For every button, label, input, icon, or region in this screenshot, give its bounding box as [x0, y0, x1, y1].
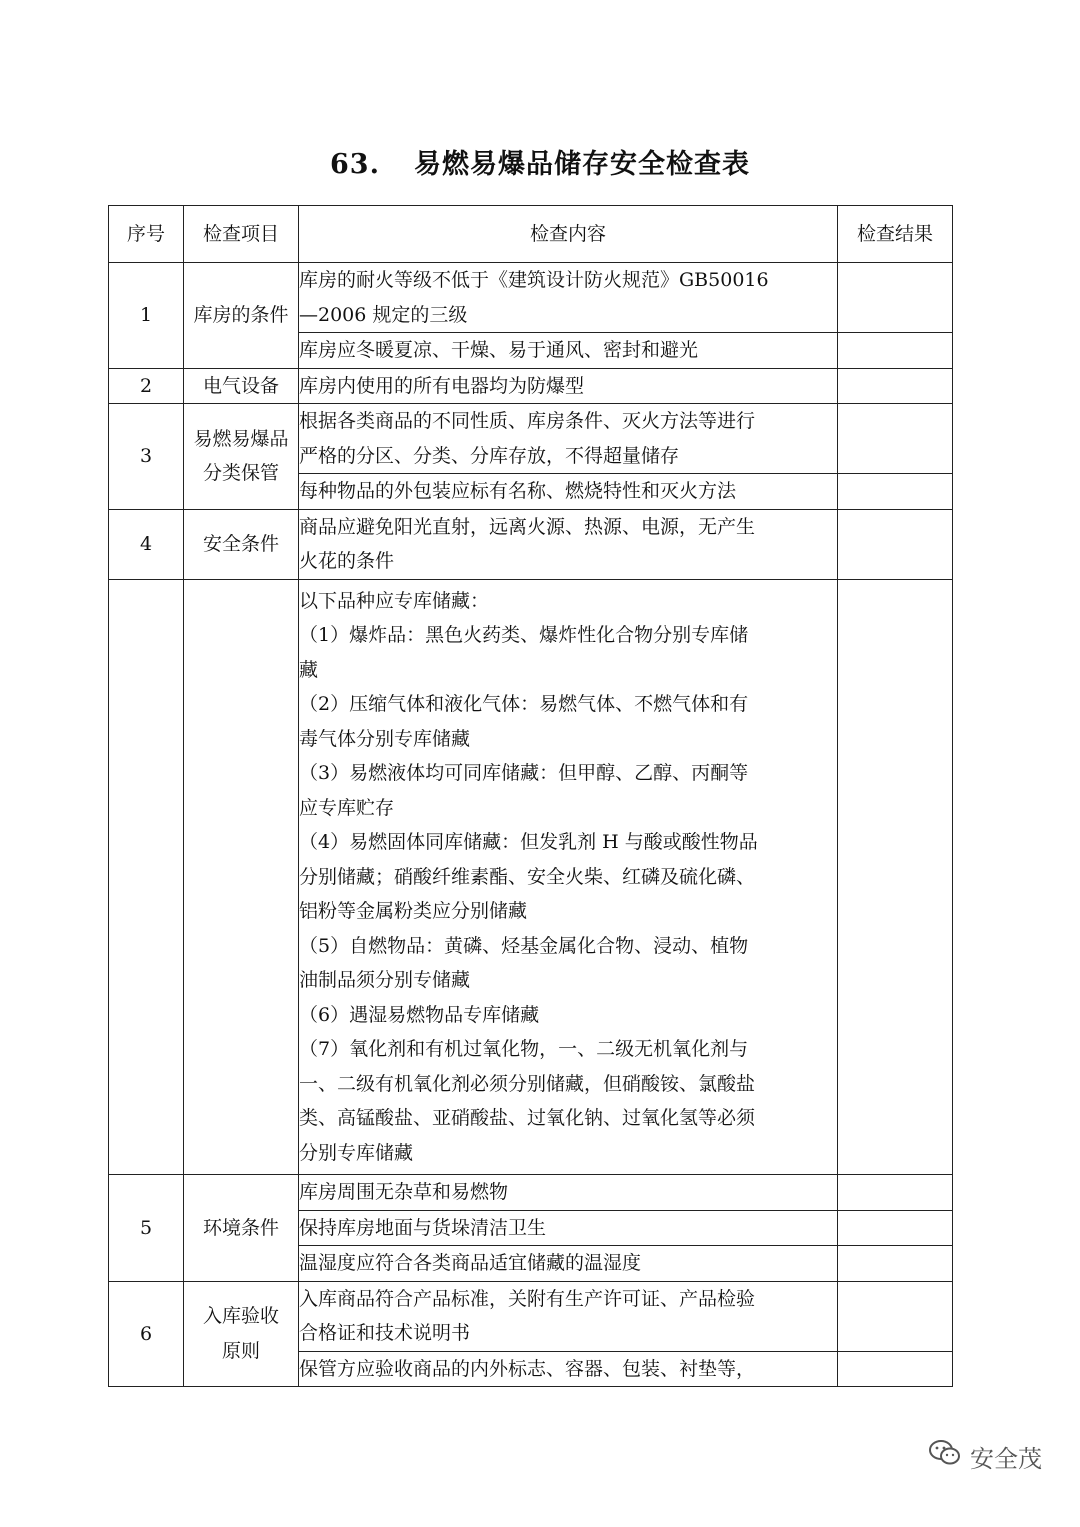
content-cell — [299, 1351, 838, 1387]
content-line: 铝粉等金属粉类应分别储藏 — [299, 900, 528, 922]
row-seq: 2 — [109, 368, 184, 404]
row-item: 电气设备 — [184, 368, 299, 404]
content-line: 毒气体分别专库储藏 — [299, 727, 471, 750]
content-line: （3）易燃液体均可同库储藏：但甲醇、乙醇、丙酮等 — [299, 762, 749, 784]
wechat-icon — [928, 1438, 962, 1474]
row-item: 安全条件 — [184, 509, 299, 579]
content-line: 油制品须分别专储藏 — [299, 969, 471, 991]
result-cell[interactable] — [838, 1351, 953, 1387]
content-cell — [299, 1281, 838, 1351]
content-line: （4）易燃固体同库储藏：但发乳剂 H 与酸或酸性物品 — [299, 831, 758, 853]
row-seq: 1 — [109, 263, 184, 369]
header-item: 检查项目 — [184, 206, 299, 263]
result-cell[interactable] — [838, 333, 953, 369]
content-cell — [299, 1210, 838, 1246]
result-cell[interactable] — [838, 263, 953, 333]
content-line: 库房的耐火等级不低于《建筑设计防火规范》GB50016 — [299, 269, 769, 291]
content-cell — [299, 579, 838, 1175]
result-cell[interactable] — [838, 474, 953, 510]
row-seq: 6 — [109, 1281, 184, 1387]
content-line: 根据各类商品的不同性质、库房条件、灭火方法等进行 — [299, 410, 756, 432]
table-header-row — [109, 206, 953, 263]
content-line: （6）遇湿易燃物品专库储藏 — [299, 1003, 540, 1026]
header-seq: 序号 — [109, 206, 184, 263]
row-item: 环境条件 — [184, 1175, 299, 1282]
item-text: 库房的条件 — [193, 304, 289, 326]
title-text: 易燃易爆品储存安全检查表 — [413, 149, 750, 180]
title-number: 63. — [330, 149, 380, 180]
content-line: 每种物品的外包装应标有名称、燃烧特性和灭火方法 — [299, 480, 737, 502]
table-row — [109, 404, 953, 474]
table-row — [109, 509, 953, 579]
content-line: 库房内使用的所有电器均为防爆型 — [299, 374, 585, 397]
result-cell[interactable] — [838, 1210, 953, 1246]
content-line: 火花的条件 — [299, 550, 395, 572]
content-cell — [299, 1175, 838, 1211]
content-line: 分别专库储藏 — [299, 1141, 414, 1164]
content-line: 温湿度应符合各类商品适宜储藏的温湿度 — [299, 1252, 642, 1274]
result-cell[interactable] — [838, 509, 953, 579]
content-line: 入库商品符合产品标准，关附有生产许可证、产品检验 — [299, 1287, 756, 1310]
page-title — [0, 142, 1080, 181]
result-cell[interactable] — [838, 368, 953, 404]
content-line: 合格证和技术说明书 — [299, 1322, 471, 1344]
content-line: 库房周围无杂草和易燃物 — [299, 1181, 509, 1203]
result-cell[interactable] — [838, 1175, 953, 1211]
content-line: 藏 — [299, 658, 319, 681]
content-line: 商品应避免阳光直射，远离火源、热源、电源，无产生 — [299, 515, 756, 538]
watermark-text: 安全茂 — [970, 1444, 1042, 1473]
watermark — [928, 1438, 1042, 1474]
content-line: （2）压缩气体和液化气体：易燃气体、不燃气体和有 — [299, 693, 749, 715]
content-cell — [299, 368, 838, 404]
table-row — [109, 579, 953, 1175]
content-line: （7）氧化剂和有机过氧化物，一、二级无机氧化剂与 — [299, 1038, 749, 1060]
content-line: 保持库房地面与货垛清洁卫生 — [299, 1216, 547, 1239]
item-text: 入库验收原则 — [202, 1305, 279, 1362]
content-line: 保管方应验收商品的内外标志、容器、包装、衬垫等， — [299, 1357, 756, 1380]
content-line: —2006 规定的三级 — [299, 303, 468, 326]
table-row — [109, 263, 953, 333]
checklist-table — [108, 205, 953, 1387]
content-line: 应专库贮存 — [299, 796, 395, 819]
row-item — [184, 1281, 299, 1387]
content-line: （1）爆炸品：黑色火药类、爆炸性化合物分别专库储 — [299, 624, 749, 646]
content-cell — [299, 474, 838, 510]
row-seq: 5 — [109, 1175, 184, 1282]
row-seq: 3 — [109, 404, 184, 510]
table-row — [109, 368, 953, 404]
content-line: 严格的分区、分类、分库存放，不得超量储存 — [299, 444, 680, 467]
content-line: 一、二级有机氧化剂必须分别储藏，但硝酸铵、氯酸盐 — [299, 1072, 756, 1095]
row-seq — [109, 579, 184, 1175]
content-line: 库房应冬暖夏凉、干燥、易于通风、密封和避光 — [299, 339, 699, 361]
content-line: 类、高锰酸盐、亚硝酸盐、过氧化钠、过氧化氢等必须 — [299, 1107, 756, 1129]
header-content: 检查内容 — [299, 206, 838, 263]
row-item — [184, 579, 299, 1175]
content-cell — [299, 509, 838, 579]
result-cell[interactable] — [838, 1281, 953, 1351]
content-line: 分别储藏；硝酸纤维素酯、安全火柴、红磷及硫化磷、 — [299, 865, 756, 888]
result-cell[interactable] — [838, 579, 953, 1175]
row-item — [184, 263, 299, 369]
row-item — [184, 404, 299, 510]
result-cell[interactable] — [838, 1246, 953, 1282]
item-text: 易燃易爆品分类保管 — [193, 427, 289, 485]
content-cell — [299, 333, 838, 369]
table-row — [109, 1281, 953, 1351]
table-row — [109, 1175, 953, 1211]
row-seq: 4 — [109, 509, 184, 579]
header-result: 检查结果 — [838, 206, 953, 263]
content-line: （5）自燃物品：黄磷、烃基金属化合物、浸动、植物 — [299, 934, 749, 957]
result-cell[interactable] — [838, 404, 953, 474]
content-cell — [299, 1246, 838, 1282]
content-line: 以下品种应专库储藏： — [299, 589, 490, 612]
content-cell — [299, 404, 838, 474]
content-cell — [299, 263, 838, 333]
